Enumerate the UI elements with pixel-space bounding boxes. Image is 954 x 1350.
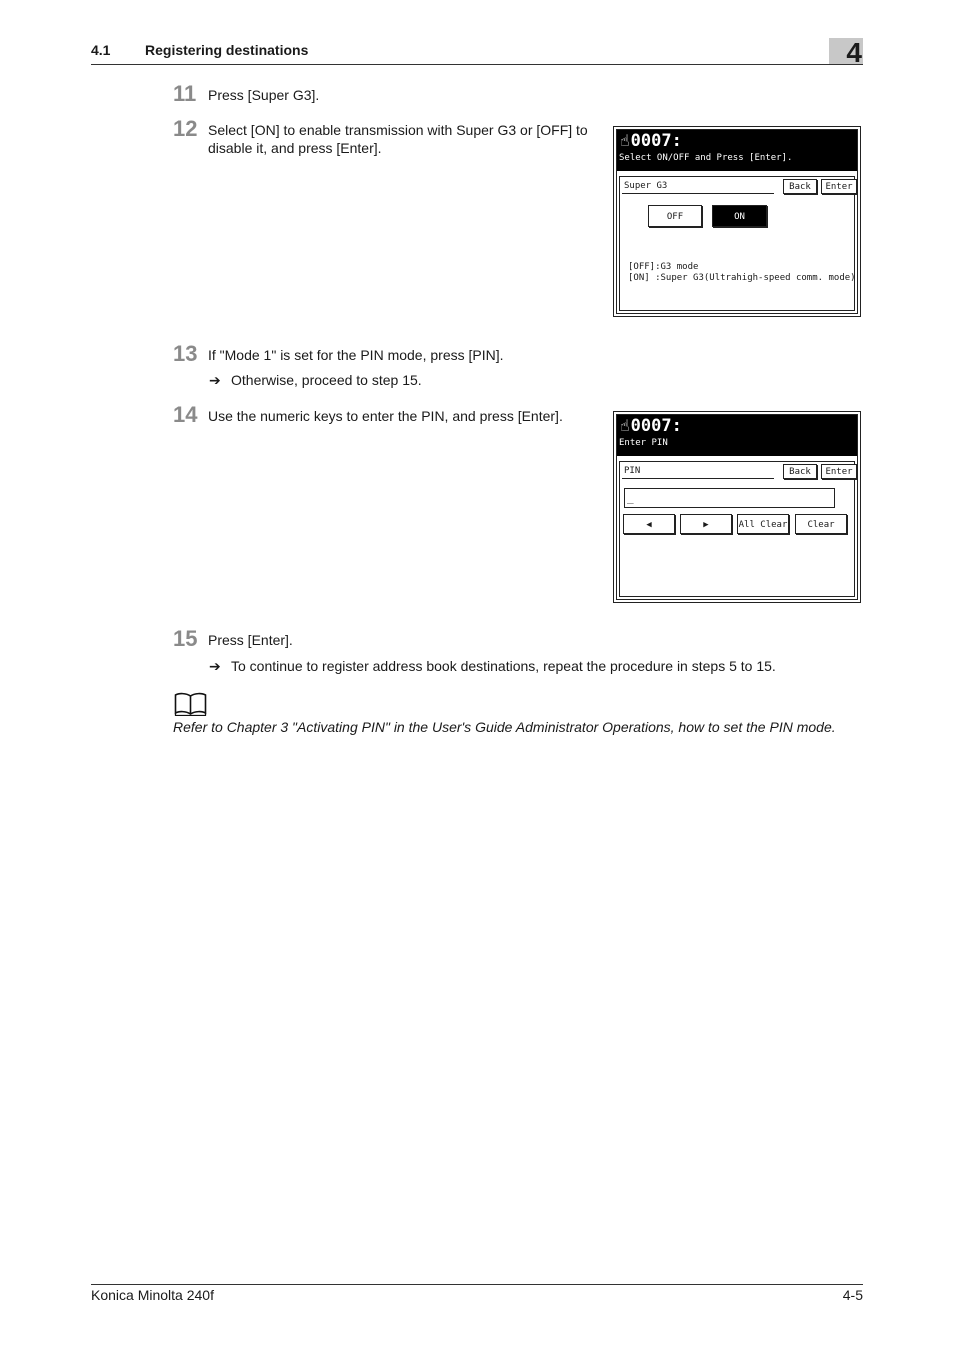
off-button[interactable]: OFF <box>648 205 702 227</box>
footer-product: Konica Minolta 240f <box>91 1287 214 1303</box>
step-13-number: 13 <box>173 341 198 366</box>
step-13-text: If "Mode 1" is set for the PIN mode, press [PIN]. <box>208 347 504 363</box>
section-number: 4.1 <box>91 42 111 58</box>
footer-page-number: 4-5 <box>842 1287 863 1303</box>
screen-number <box>620 131 682 151</box>
all-clear-button[interactable]: All Clear <box>737 514 789 534</box>
step-14-text: Use the numeric keys to enter the PIN, and press [Enter]. <box>208 408 563 424</box>
back-button[interactable]: Back <box>783 179 817 194</box>
step-14-number: 14 <box>173 402 198 427</box>
screen-number <box>620 416 682 436</box>
footer-divider <box>91 1284 863 1285</box>
pin-field-label: PIN <box>622 464 774 479</box>
chapter-number: 4 <box>846 37 862 68</box>
step-13-sub-text: Otherwise, proceed to step 15. <box>231 372 422 388</box>
pin-entry-screen <box>613 411 861 603</box>
step-11-number: 11 <box>173 81 197 106</box>
help-on-text: [ON] :Super G3(Ultrahigh-speed comm. mode) <box>628 273 856 283</box>
step-15-sub-text: To continue to register address book destinations, repeat the procedure in steps 5 to 15. <box>231 658 776 674</box>
screen-title-bar <box>617 130 857 171</box>
book-icon <box>174 692 207 716</box>
step-12-text-line1: Select [ON] to enable transmission with Super G3 or [OFF] to <box>208 122 588 138</box>
clear-button[interactable]: Clear <box>795 514 847 534</box>
pin-input[interactable]: _ <box>624 488 835 508</box>
step-15-text: Press [Enter]. <box>208 632 293 648</box>
screen-frame <box>616 414 858 600</box>
step-12-number: 12 <box>173 116 198 141</box>
destination-number: 0007: <box>630 416 682 436</box>
header-divider <box>91 64 863 65</box>
screen-frame <box>616 129 858 314</box>
hand-pointer-icon: ☝ <box>620 416 630 435</box>
cursor-right-button[interactable]: ▶ <box>680 514 732 534</box>
screen-title-bar <box>617 415 857 456</box>
destination-number: 0007: <box>630 131 682 151</box>
hand-pointer-icon: ☝ <box>620 131 630 150</box>
screen-instruction: Enter PIN <box>619 438 668 448</box>
section-title: Registering destinations <box>145 42 309 58</box>
super-g3-screen <box>613 126 861 317</box>
chapter-badge <box>829 37 863 68</box>
step-11-text: Press [Super G3]. <box>208 87 320 103</box>
enter-button[interactable]: Enter <box>821 464 857 479</box>
on-button[interactable]: ON <box>712 205 767 227</box>
super-g3-field-label: Super G3 <box>622 179 774 194</box>
help-off-text: [OFF]:G3 mode <box>628 262 699 272</box>
screen-instruction: Select ON/OFF and Press [Enter]. <box>619 153 793 163</box>
reference-note: Refer to Chapter 3 "Activating PIN" in the User's Guide Administrator Operations, how to set the PIN mode. <box>173 719 836 735</box>
screen-body <box>619 176 855 311</box>
arrow-icon: ➔ <box>209 372 221 388</box>
step-13-substep <box>209 371 422 389</box>
cursor-left-button[interactable]: ◀ <box>623 514 675 534</box>
back-button[interactable]: Back <box>783 464 817 479</box>
arrow-icon: ➔ <box>209 658 221 674</box>
step-15-substep <box>209 657 776 675</box>
step-12-text-line2: disable it, and press [Enter]. <box>208 140 382 156</box>
screen-body <box>619 461 855 597</box>
enter-button[interactable]: Enter <box>821 179 857 194</box>
step-15-number: 15 <box>173 626 198 651</box>
